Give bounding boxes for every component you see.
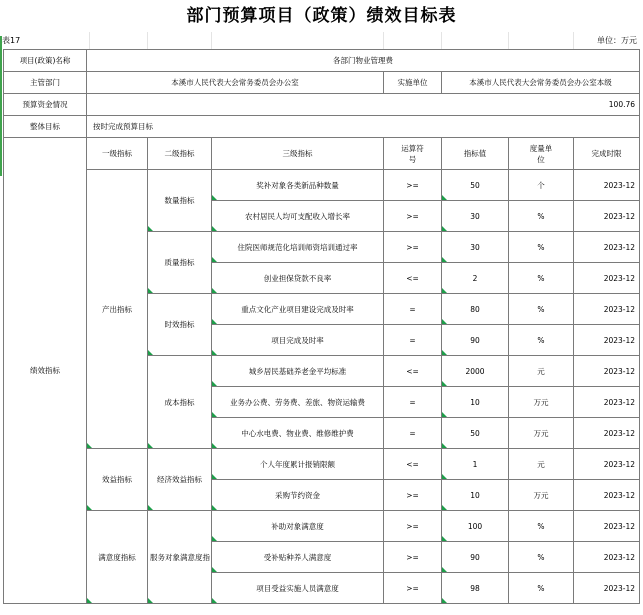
operator-cell[interactable]: >= bbox=[384, 542, 442, 573]
unit-cell[interactable]: % bbox=[509, 263, 574, 294]
indicator-section-label: 绩效指标 bbox=[4, 138, 87, 604]
level2-cell[interactable]: 经济效益指标 bbox=[148, 449, 212, 511]
operator-cell[interactable]: <= bbox=[384, 356, 442, 387]
operator-cell[interactable]: >= bbox=[384, 511, 442, 542]
level3-cell[interactable]: 中心水电费、物业费、维修维护费 bbox=[212, 418, 384, 449]
level3-cell[interactable]: 项目完成及时率 bbox=[212, 325, 384, 356]
value-cell[interactable]: 98 bbox=[442, 573, 509, 604]
operator-cell[interactable]: >= bbox=[384, 201, 442, 232]
value-cell[interactable]: 30 bbox=[442, 232, 509, 263]
operator-cell[interactable]: >= bbox=[384, 232, 442, 263]
level1-cell[interactable]: 效益指标 bbox=[87, 449, 148, 511]
table-row bbox=[4, 170, 640, 201]
dept-label: 主管部门 bbox=[4, 72, 87, 94]
level3-cell[interactable]: 创业担保贷款不良率 bbox=[212, 263, 384, 294]
fund-label: 预算资金情况 bbox=[4, 94, 87, 116]
unit-cell[interactable]: % bbox=[509, 573, 574, 604]
value-cell[interactable]: 80 bbox=[442, 294, 509, 325]
level3-cell[interactable]: 奖补对象各类新品种数量 bbox=[212, 170, 384, 201]
performance-table bbox=[3, 49, 640, 604]
level2-cell[interactable]: 时效指标 bbox=[148, 294, 212, 356]
level3-cell[interactable]: 重点文化产业项目建设完成及时率 bbox=[212, 294, 384, 325]
fund-value[interactable]: 100.76 bbox=[87, 94, 640, 116]
impl-label: 实施单位 bbox=[384, 72, 442, 94]
operator-cell[interactable]: = bbox=[384, 387, 442, 418]
operator-cell[interactable]: >= bbox=[384, 480, 442, 511]
value-cell[interactable]: 90 bbox=[442, 325, 509, 356]
value-cell[interactable]: 2 bbox=[442, 263, 509, 294]
value-cell[interactable]: 30 bbox=[442, 201, 509, 232]
meta-row bbox=[0, 32, 643, 49]
table-row bbox=[4, 511, 640, 542]
operator-cell[interactable]: <= bbox=[384, 263, 442, 294]
deadline-cell[interactable]: 2023-12 bbox=[574, 232, 640, 263]
col-level1-header: 一级指标 bbox=[87, 138, 148, 170]
col-unit-header: 度量单位 bbox=[509, 138, 574, 170]
table-row bbox=[4, 449, 640, 480]
value-cell[interactable]: 1 bbox=[442, 449, 509, 480]
unit-cell[interactable]: 万元 bbox=[509, 387, 574, 418]
deadline-cell[interactable]: 2023-12 bbox=[574, 356, 640, 387]
level2-cell[interactable]: 成本指标 bbox=[148, 356, 212, 449]
operator-cell[interactable]: >= bbox=[384, 573, 442, 604]
sheet-edge-marker bbox=[0, 36, 2, 176]
deadline-cell[interactable]: 2023-12 bbox=[574, 542, 640, 573]
unit-cell[interactable]: 元 bbox=[509, 356, 574, 387]
col-level2-header: 二级指标 bbox=[148, 138, 212, 170]
deadline-cell[interactable]: 2023-12 bbox=[574, 325, 640, 356]
deadline-cell[interactable]: 2023-12 bbox=[574, 294, 640, 325]
page-title: 部门预算项目（政策）绩效目标表 bbox=[0, 0, 643, 32]
unit-cell[interactable]: 万元 bbox=[509, 418, 574, 449]
level2-cell[interactable]: 质量指标 bbox=[148, 232, 212, 294]
level3-cell[interactable]: 城乡居民基础养老金平均标准 bbox=[212, 356, 384, 387]
deadline-cell[interactable]: 2023-12 bbox=[574, 170, 640, 201]
level1-cell[interactable]: 产出指标 bbox=[87, 170, 148, 449]
level3-cell[interactable]: 业务办公费、劳务费、差旅、物资运输费 bbox=[212, 387, 384, 418]
deadline-cell[interactable]: 2023-12 bbox=[574, 449, 640, 480]
unit-cell[interactable]: 个 bbox=[509, 170, 574, 201]
unit-cell[interactable]: % bbox=[509, 201, 574, 232]
level2-cell[interactable]: 数量指标 bbox=[148, 170, 212, 232]
level3-cell[interactable]: 个人年度累计报销限额 bbox=[212, 449, 384, 480]
operator-cell[interactable]: = bbox=[384, 418, 442, 449]
impl-value[interactable]: 本溪市人民代表大会常务委员会办公室本级 bbox=[442, 72, 640, 94]
dept-value[interactable]: 本溪市人民代表大会常务委员会办公室 bbox=[87, 72, 384, 94]
goal-value[interactable]: 按时完成预算目标 bbox=[87, 116, 640, 138]
value-cell[interactable]: 50 bbox=[442, 418, 509, 449]
value-cell[interactable]: 10 bbox=[442, 480, 509, 511]
deadline-cell[interactable]: 2023-12 bbox=[574, 480, 640, 511]
goal-label: 整体目标 bbox=[4, 116, 87, 138]
project-name-label: 项目(政策)名称 bbox=[4, 50, 87, 72]
level3-cell[interactable]: 采购节约资金 bbox=[212, 480, 384, 511]
operator-cell[interactable]: = bbox=[384, 325, 442, 356]
value-cell[interactable]: 10 bbox=[442, 387, 509, 418]
value-cell[interactable]: 2000 bbox=[442, 356, 509, 387]
deadline-cell[interactable]: 2023-12 bbox=[574, 573, 640, 604]
deadline-cell[interactable]: 2023-12 bbox=[574, 387, 640, 418]
unit-cell[interactable]: % bbox=[509, 232, 574, 263]
unit-cell[interactable]: 万元 bbox=[509, 480, 574, 511]
col-value-header: 指标值 bbox=[442, 138, 509, 170]
col-operator-header: 运算符号 bbox=[384, 138, 442, 170]
deadline-cell[interactable]: 2023-12 bbox=[574, 201, 640, 232]
project-name-value[interactable]: 各部门物业管理费 bbox=[87, 50, 640, 72]
deadline-cell[interactable]: 2023-12 bbox=[574, 511, 640, 542]
operator-cell[interactable]: = bbox=[384, 294, 442, 325]
level2-cell[interactable]: 服务对象满意度指 bbox=[148, 511, 212, 604]
value-cell[interactable]: 100 bbox=[442, 511, 509, 542]
level3-cell[interactable]: 农村居民人均可支配收入增长率 bbox=[212, 201, 384, 232]
col-level3-header: 三级指标 bbox=[212, 138, 384, 170]
unit-cell[interactable]: % bbox=[509, 294, 574, 325]
table-code: 表17 bbox=[2, 36, 21, 45]
operator-cell[interactable]: >= bbox=[384, 170, 442, 201]
level3-cell[interactable]: 住院医师规范化培训师资培训通过率 bbox=[212, 232, 384, 263]
level1-cell[interactable]: 满意度指标 bbox=[87, 511, 148, 604]
deadline-cell[interactable]: 2023-12 bbox=[574, 418, 640, 449]
col-deadline-header: 完成时限 bbox=[574, 138, 640, 170]
unit-label: 单位：万元 bbox=[597, 36, 637, 45]
deadline-cell[interactable]: 2023-12 bbox=[574, 263, 640, 294]
level3-cell[interactable]: 补助对象满意度 bbox=[212, 511, 384, 542]
value-cell[interactable]: 90 bbox=[442, 542, 509, 573]
unit-cell[interactable]: 元 bbox=[509, 449, 574, 480]
value-cell[interactable]: 50 bbox=[442, 170, 509, 201]
operator-cell[interactable]: <= bbox=[384, 449, 442, 480]
unit-cell[interactable]: % bbox=[509, 511, 574, 542]
unit-cell[interactable]: % bbox=[509, 325, 574, 356]
unit-cell[interactable]: % bbox=[509, 542, 574, 573]
level3-cell[interactable]: 受补贴种养人满意度 bbox=[212, 542, 384, 573]
level3-cell[interactable]: 项目受益实施人员满意度 bbox=[212, 573, 384, 604]
